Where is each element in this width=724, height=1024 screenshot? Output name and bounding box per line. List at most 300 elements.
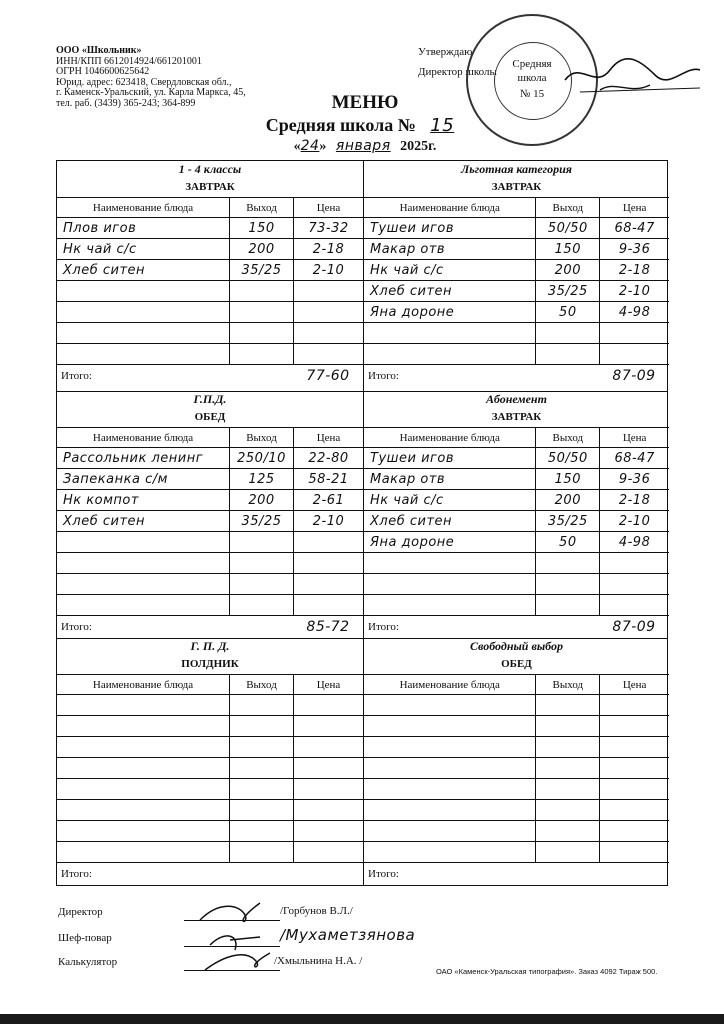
- table-row: [57, 573, 363, 594]
- section-subscription-breakfast: [363, 391, 669, 638]
- table-row: [57, 778, 363, 799]
- dish-price-cell: [599, 737, 669, 757]
- approve-label: Утверждаю: [418, 46, 473, 58]
- dish-output-cell-text: 50/50: [547, 450, 588, 466]
- dish-output-cell-text: 50: [559, 304, 577, 320]
- dish-output-cell: [229, 800, 293, 820]
- dish-price-cell: [293, 821, 363, 841]
- dish-output-cell-text: 200: [248, 492, 275, 508]
- dish-output-cell: [229, 574, 293, 594]
- dish-output-cell: [229, 302, 293, 322]
- dish-name-cell: [364, 842, 535, 862]
- table-row: [57, 447, 363, 468]
- dish-name-cell: [364, 595, 535, 615]
- dish-name-cell: [57, 800, 229, 820]
- total-label: Итого:: [368, 369, 399, 382]
- table-row: [57, 841, 363, 862]
- dish-output-cell: [535, 779, 599, 799]
- table-row: [364, 489, 669, 510]
- section-grades-1-4-breakfast: [57, 161, 363, 391]
- dish-name-cell: [364, 779, 535, 799]
- dish-name-cell: [364, 553, 535, 573]
- dish-output-cell: [229, 511, 293, 531]
- table-header-row: [364, 674, 669, 694]
- dish-output-cell: [229, 344, 293, 364]
- dish-output-cell-text: 200: [554, 492, 581, 508]
- dish-name-cell: [364, 737, 535, 757]
- dish-price-cell: [293, 695, 363, 715]
- table-row: [364, 778, 669, 799]
- dish-price-cell: [293, 511, 363, 531]
- dish-price-cell: [293, 239, 363, 259]
- dish-price-cell: [293, 716, 363, 736]
- date-line: [200, 138, 530, 155]
- dish-name-cell: [57, 821, 229, 841]
- dish-output-cell: [229, 239, 293, 259]
- dish-name-cell-text: Тушеи игов: [370, 450, 455, 466]
- dish-name-cell: [364, 302, 535, 322]
- dish-price-cell: [599, 532, 669, 552]
- table-row: [364, 531, 669, 552]
- block-divider: [57, 638, 667, 639]
- column-header-price: Цена: [293, 428, 363, 447]
- print-info: ОАО «Каменск-Уральская типография». Заказ 4092 Тираж 500.: [436, 967, 658, 976]
- dish-price-cell-text: 2-18: [312, 241, 345, 257]
- column-header-name: Наименование блюда: [92, 678, 194, 691]
- dish-name-cell: [57, 302, 229, 322]
- director-approval-signature: [560, 50, 710, 100]
- dish-price-cell: [293, 218, 363, 238]
- date-month: января: [335, 138, 391, 154]
- org-address-line1: Юрид. адрес: 623418, Свердловская обл.,: [56, 76, 232, 88]
- dish-name-cell-text: Нк компот: [63, 492, 139, 508]
- dish-price-cell: [293, 842, 363, 862]
- dish-output-cell: [535, 469, 599, 489]
- dish-name-cell: [57, 695, 229, 715]
- dish-price-cell-text: 4-98: [618, 304, 651, 320]
- dish-price-cell: [293, 281, 363, 301]
- table-row: [364, 238, 669, 259]
- dish-name-cell-text: Макар отв: [370, 471, 446, 487]
- dish-name-cell: [57, 574, 229, 594]
- dish-price-cell: [293, 553, 363, 573]
- dish-name-cell: [57, 758, 229, 778]
- org-phone: тел. раб. (3439) 365-243; 364-899: [56, 97, 196, 109]
- dish-output-cell: [229, 218, 293, 238]
- dish-output-cell: [229, 553, 293, 573]
- table-row: [57, 531, 363, 552]
- dish-name-cell: [57, 260, 229, 280]
- dish-price-cell-text: 2-10: [312, 262, 345, 278]
- dish-price-cell: [293, 758, 363, 778]
- signature-role-director: Директор: [58, 906, 103, 918]
- dish-output-cell: [535, 574, 599, 594]
- dish-price-cell: [293, 595, 363, 615]
- dish-name-cell-text: Нк чай с/с: [370, 492, 444, 508]
- dish-output-cell-text: 35/25: [241, 262, 282, 278]
- dish-price-cell-text: 2-10: [618, 283, 651, 299]
- column-header-output: Выход: [229, 675, 293, 694]
- table-row: [57, 280, 363, 301]
- column-header-output: Выход: [535, 428, 599, 447]
- director-label: Директор школы: [418, 66, 497, 78]
- table-row: [57, 694, 363, 715]
- dish-output-cell: [229, 260, 293, 280]
- total-label: Итого:: [61, 620, 92, 633]
- stamp-text-2: школа: [517, 72, 547, 84]
- table-row: [364, 217, 669, 238]
- table-row: [57, 510, 363, 531]
- scan-edge: [0, 1014, 724, 1024]
- page-title: МЕНЮ: [331, 92, 399, 113]
- dish-output-cell: [535, 323, 599, 343]
- column-header-price: Цена: [293, 675, 363, 694]
- dish-output-cell: [535, 302, 599, 322]
- dish-output-cell: [229, 448, 293, 468]
- dish-output-cell-text: 150: [554, 241, 581, 257]
- table-row: [57, 715, 363, 736]
- dish-price-cell-text: 68-47: [614, 220, 655, 236]
- section-meal-title: ОБЕД: [501, 658, 532, 670]
- table-row: [57, 468, 363, 489]
- dish-price-cell: [599, 490, 669, 510]
- total-row: [364, 364, 669, 386]
- total-label: Итого:: [368, 867, 399, 880]
- dish-name-cell: [57, 716, 229, 736]
- total-label: Итого:: [368, 620, 399, 633]
- column-header-price: Цена: [599, 198, 669, 217]
- dish-output-cell: [229, 490, 293, 510]
- table-row: [57, 820, 363, 841]
- dish-name-cell-text: Нк чай с/с: [63, 241, 137, 257]
- dish-price-cell: [599, 281, 669, 301]
- column-header-name: Наименование блюда: [92, 201, 194, 214]
- table-row: [364, 343, 669, 364]
- total-row: [364, 615, 669, 637]
- total-value: 77-60: [306, 367, 350, 384]
- table-row: [57, 217, 363, 238]
- dish-price-cell: [293, 469, 363, 489]
- dish-price-cell: [293, 779, 363, 799]
- table-header-row: [364, 427, 669, 447]
- dish-name-cell: [364, 344, 535, 364]
- dish-output-cell-text: 200: [248, 241, 275, 257]
- block-divider: [57, 391, 667, 392]
- section-meal-title: ЗАВТРАК: [185, 181, 235, 193]
- dish-price-cell: [599, 758, 669, 778]
- school-prefix: Средняя школа №: [265, 115, 416, 135]
- dish-name-cell-text: Хлеб ситен: [63, 262, 146, 278]
- column-header-name: Наименование блюда: [399, 431, 500, 444]
- dish-output-cell: [535, 448, 599, 468]
- table-row: [57, 799, 363, 820]
- dish-output-cell: [535, 758, 599, 778]
- dish-price-cell: [599, 716, 669, 736]
- dish-name-cell-text: Яна дороне: [370, 304, 455, 320]
- date-day: 24: [300, 138, 320, 154]
- section-meal-title: ЗАВТРАК: [491, 411, 542, 423]
- table-header-row: [57, 427, 363, 447]
- dish-output-cell-text: 35/25: [547, 513, 588, 529]
- dish-output-cell: [535, 239, 599, 259]
- dish-name-cell-text: Рассольник ленинг: [63, 450, 204, 466]
- dish-name-cell-text: Хлеб ситен: [370, 513, 453, 529]
- dish-name-cell: [57, 323, 229, 343]
- dish-price-cell: [599, 469, 669, 489]
- dish-price-cell: [599, 842, 669, 862]
- table-header-row: [364, 197, 669, 217]
- menu-grid: [56, 160, 668, 886]
- table-row: [57, 489, 363, 510]
- total-value: 87-09: [612, 618, 656, 635]
- dish-name-cell-text: Тушеи игов: [370, 220, 455, 236]
- dish-price-cell: [293, 574, 363, 594]
- dish-name-cell: [364, 532, 535, 552]
- org-address-line2: г. Каменск-Уральский, ул. Карла Маркса, 45,: [56, 87, 246, 99]
- table-row: [57, 343, 363, 364]
- column-header-name: Наименование блюда: [399, 201, 500, 214]
- dish-price-cell-text: 9-36: [618, 241, 651, 257]
- dish-price-cell-text: 68-47: [614, 450, 655, 466]
- dish-name-cell-text: Плов игов: [63, 220, 137, 236]
- dish-name-cell: [57, 344, 229, 364]
- dish-price-cell-text: 2-10: [618, 513, 651, 529]
- dish-price-cell: [293, 323, 363, 343]
- dish-name-cell: [364, 821, 535, 841]
- dish-output-cell: [535, 553, 599, 573]
- dish-price-cell: [599, 448, 669, 468]
- dish-output-cell: [535, 511, 599, 531]
- dish-output-cell: [229, 323, 293, 343]
- dish-output-cell: [535, 260, 599, 280]
- dish-name-cell: [57, 448, 229, 468]
- dish-output-cell: [229, 532, 293, 552]
- dish-output-cell: [535, 532, 599, 552]
- section-group-title: 1 - 4 классы: [178, 162, 242, 176]
- dish-price-cell-text: 22-80: [308, 450, 349, 466]
- signature-name-calculator: /Хмыльнина Н.А. /: [274, 955, 363, 967]
- dish-output-cell-text: 250/10: [237, 450, 286, 466]
- dish-price-cell: [599, 574, 669, 594]
- table-row: [57, 322, 363, 343]
- dish-output-cell: [535, 842, 599, 862]
- dish-name-cell: [57, 469, 229, 489]
- dish-name-cell: [364, 260, 535, 280]
- dish-name-cell-text: Хлеб ситен: [63, 513, 146, 529]
- table-row: [57, 594, 363, 615]
- dish-name-cell: [364, 574, 535, 594]
- table-row: [364, 820, 669, 841]
- dish-name-cell: [364, 695, 535, 715]
- table-row: [364, 594, 669, 615]
- dish-name-cell: [364, 490, 535, 510]
- table-row: [364, 736, 669, 757]
- dish-price-cell: [599, 344, 669, 364]
- dish-output-cell: [535, 716, 599, 736]
- table-row: [364, 280, 669, 301]
- dish-name-cell: [57, 779, 229, 799]
- table-row: [57, 757, 363, 778]
- dish-output-cell-text: 125: [248, 471, 275, 487]
- dish-output-cell: [535, 218, 599, 238]
- section-group-title: Г.П.Д.: [193, 392, 227, 406]
- dish-output-cell: [535, 281, 599, 301]
- dish-price-cell: [599, 821, 669, 841]
- dish-output-cell: [535, 595, 599, 615]
- dish-output-cell: [535, 737, 599, 757]
- table-row: [364, 322, 669, 343]
- dish-price-cell: [293, 800, 363, 820]
- dish-output-cell: [229, 758, 293, 778]
- dish-price-cell: [293, 532, 363, 552]
- signature-name-chef: /Мухаметзянова: [280, 926, 416, 944]
- dish-output-cell-text: 150: [248, 220, 275, 236]
- dish-output-cell: [229, 842, 293, 862]
- dish-price-cell: [599, 800, 669, 820]
- school-number: 15: [430, 115, 455, 136]
- dish-name-cell: [57, 842, 229, 862]
- dish-name-cell: [364, 323, 535, 343]
- dish-price-cell: [293, 260, 363, 280]
- dish-name-cell: [364, 448, 535, 468]
- dish-price-cell: [599, 260, 669, 280]
- dish-output-cell: [229, 595, 293, 615]
- table-row: [364, 510, 669, 531]
- dish-price-cell: [293, 448, 363, 468]
- dish-price-cell-text: 4-98: [618, 534, 651, 550]
- dish-name-cell-text: Макар отв: [370, 241, 446, 257]
- dish-price-cell-text: 2-10: [312, 513, 345, 529]
- dish-price-cell-text: 2-18: [618, 262, 651, 278]
- table-row: [57, 736, 363, 757]
- column-header-output: Выход: [229, 198, 293, 217]
- stamp-text-1: Средняя: [512, 58, 552, 70]
- dish-name-cell: [57, 218, 229, 238]
- dish-output-cell-text: 150: [554, 471, 581, 487]
- dish-price-cell: [599, 695, 669, 715]
- dish-name-cell-text: Хлеб ситен: [370, 283, 453, 299]
- dish-output-cell-text: 50: [559, 534, 577, 550]
- section-meal-title: ПОЛДНИК: [181, 658, 239, 670]
- dish-name-cell: [57, 239, 229, 259]
- table-row: [57, 552, 363, 573]
- dish-price-cell: [293, 490, 363, 510]
- dish-price-cell: [293, 302, 363, 322]
- dish-output-cell: [229, 737, 293, 757]
- dish-name-cell: [57, 737, 229, 757]
- org-name: ООО «Школьник»: [56, 45, 142, 56]
- total-row: [57, 364, 363, 386]
- dish-output-cell: [535, 490, 599, 510]
- table-row: [364, 447, 669, 468]
- section-free-choice-lunch: [363, 638, 669, 885]
- dish-output-cell: [229, 779, 293, 799]
- column-header-name: Наименование блюда: [399, 678, 500, 691]
- dish-name-cell: [57, 595, 229, 615]
- section-group-title: Льготная категория: [461, 162, 572, 176]
- column-header-output: Выход: [229, 428, 293, 447]
- dish-name-cell-text: Запеканка с/м: [63, 471, 168, 487]
- dish-price-cell-text: 2-61: [312, 492, 345, 508]
- dish-name-cell: [57, 553, 229, 573]
- dish-output-cell: [535, 695, 599, 715]
- table-row: [364, 573, 669, 594]
- section-group-title: Абонемент: [486, 392, 547, 406]
- org-inn: ИНН/КПП 6612014924/661201001: [56, 55, 202, 67]
- total-value: 85-72: [306, 618, 350, 635]
- table-row: [364, 799, 669, 820]
- dish-name-cell: [364, 469, 535, 489]
- dish-price-cell: [599, 779, 669, 799]
- section-benefit-breakfast: [363, 161, 669, 391]
- dish-output-cell-text: 50/50: [547, 220, 588, 236]
- date-year: 2025г.: [400, 139, 437, 154]
- section-group-title: Г. П. Д.: [190, 639, 230, 653]
- dish-name-cell: [364, 511, 535, 531]
- column-header-name: Наименование блюда: [92, 431, 194, 444]
- dish-name-cell: [364, 218, 535, 238]
- total-label: Итого:: [61, 369, 92, 382]
- dish-output-cell: [229, 281, 293, 301]
- dish-price-cell-text: 9-36: [618, 471, 651, 487]
- date-quote-close: »: [319, 139, 327, 154]
- dish-price-cell: [599, 595, 669, 615]
- dish-name-cell: [364, 716, 535, 736]
- dish-price-cell: [293, 344, 363, 364]
- dish-price-cell: [599, 218, 669, 238]
- signature-role-calculator: Калькулятор: [58, 956, 118, 968]
- table-row: [364, 301, 669, 322]
- dish-name-cell-text: Нк чай с/с: [370, 262, 444, 278]
- table-row: [364, 757, 669, 778]
- dish-name-cell-text: Яна дороне: [370, 534, 455, 550]
- total-row: [57, 615, 363, 637]
- table-row: [364, 259, 669, 280]
- table-row: [57, 301, 363, 322]
- section-meal-title: ОБЕД: [194, 411, 226, 423]
- dish-name-cell: [364, 758, 535, 778]
- handwritten-signatures: [190, 895, 280, 975]
- column-header-price: Цена: [599, 675, 669, 694]
- stamp-text-3: № 15: [519, 88, 545, 100]
- total-label: Итого:: [61, 867, 92, 880]
- section-gpd-snack: [57, 638, 363, 885]
- table-header-row: [57, 197, 363, 217]
- dish-price-cell: [599, 302, 669, 322]
- dish-price-cell: [599, 323, 669, 343]
- date-quote-open: «: [293, 139, 301, 154]
- dish-name-cell: [57, 511, 229, 531]
- dish-price-cell: [599, 553, 669, 573]
- dish-name-cell: [364, 239, 535, 259]
- dish-output-cell-text: 35/25: [241, 513, 282, 529]
- dish-price-cell: [599, 239, 669, 259]
- dish-name-cell: [57, 490, 229, 510]
- table-row: [364, 715, 669, 736]
- dish-output-cell-text: 35/25: [547, 283, 588, 299]
- signature-name-director: /Горбунов В.Л./: [280, 905, 353, 917]
- dish-name-cell: [364, 800, 535, 820]
- table-header-row: [57, 674, 363, 694]
- dish-price-cell-text: 58-21: [308, 471, 349, 487]
- dish-price-cell: [293, 737, 363, 757]
- org-ogrn: ОГРН 1046600625642: [56, 66, 150, 78]
- dish-name-cell: [364, 281, 535, 301]
- column-header-output: Выход: [535, 675, 599, 694]
- dish-price-cell-text: 2-18: [618, 492, 651, 508]
- table-row: [364, 552, 669, 573]
- column-header-price: Цена: [599, 428, 669, 447]
